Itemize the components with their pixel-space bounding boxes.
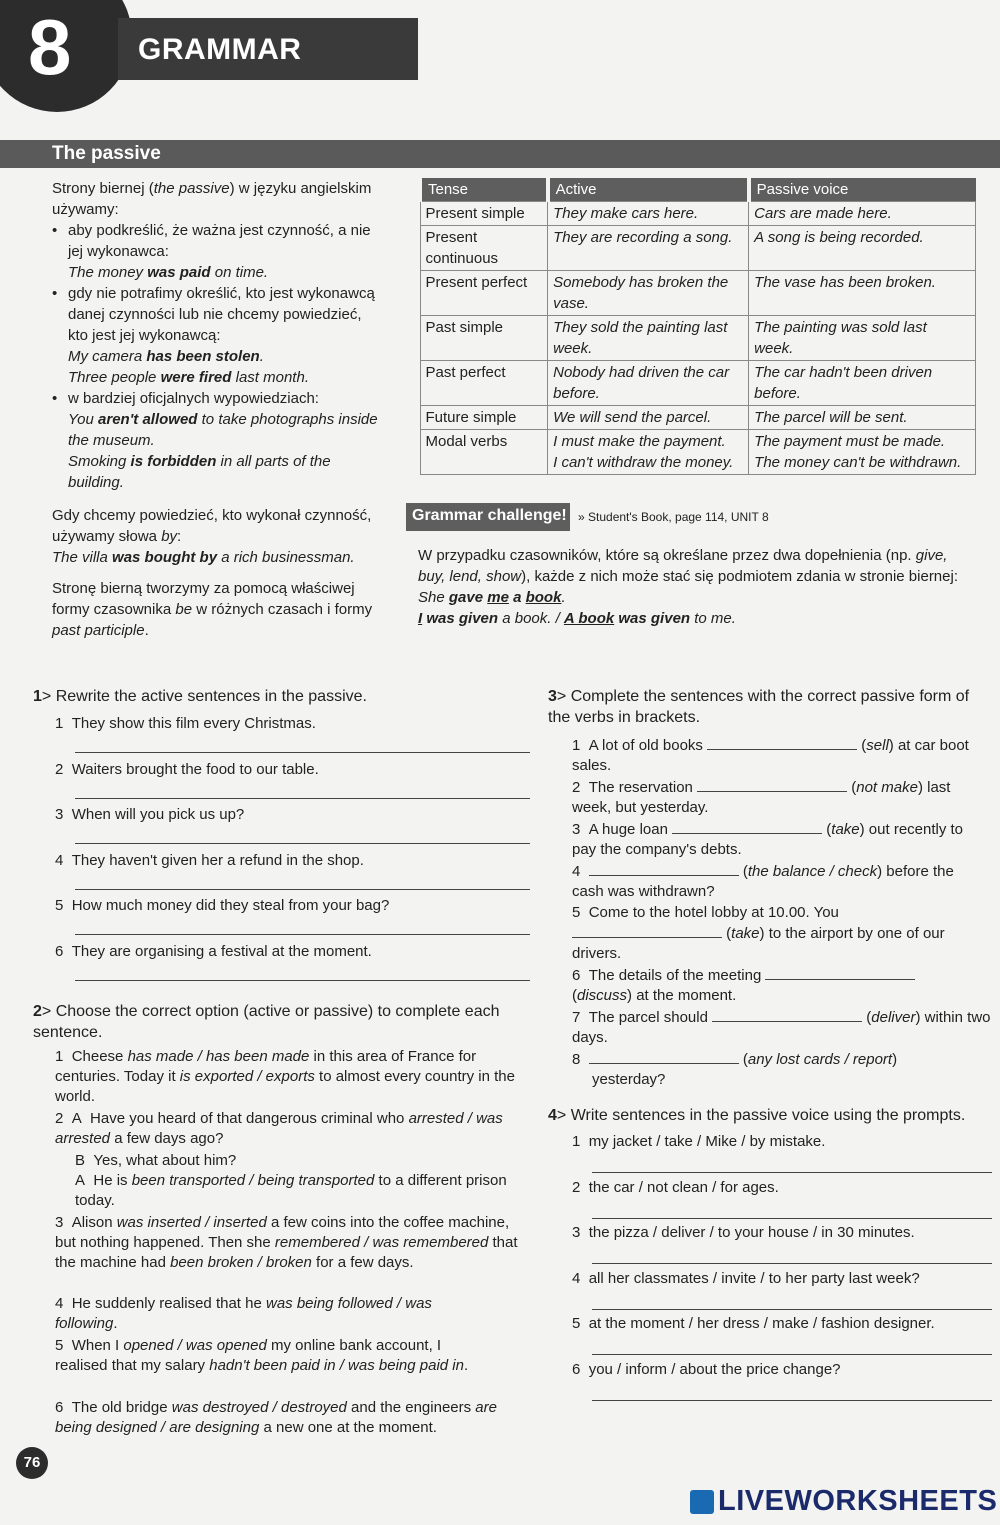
- answer-blank[interactable]: [712, 1007, 862, 1022]
- table-row: Future simple We will send the parcel. The parcel will be sent.: [420, 406, 976, 430]
- exercise-3-item: 2 The reservation (not make) last week, but yesterday.: [572, 779, 951, 816]
- exercise-1-item: 2 Waiters brought the food to our table.: [55, 761, 319, 778]
- answer-line[interactable]: [75, 843, 530, 844]
- answer-blank[interactable]: [589, 861, 739, 876]
- exercise-4-item: 6 you / inform / about the price change?: [572, 1361, 841, 1378]
- exercise-3-item: 8 (any lost cards / report) yesterday?: [572, 1051, 898, 1088]
- exercise-4-item: 1 my jacket / take / Mike / by mistake.: [572, 1133, 826, 1150]
- exercise-3-item: 7 The parcel should (deliver) within two days.: [572, 1009, 991, 1046]
- section-title: GRAMMAR: [138, 33, 302, 66]
- table-row: Present simple They make cars here. Cars are made here.: [420, 202, 976, 226]
- table-row: Present perfect Somebody has broken the vase. The vase has been broken.: [420, 271, 976, 316]
- exercise-4-heading: 4> Write sentences in the passive voice using the prompts.: [548, 1107, 966, 1124]
- exercise-1-item: 5 How much money did they steal from your bag?: [55, 897, 390, 914]
- unit-number: 8: [28, 3, 72, 91]
- table-row: Past perfect Nobody had driven the car before. The car hadn't been driven before.: [420, 361, 976, 406]
- exercise-2-item: 1 Cheese has made / has been made in this area of France for centuries. Today it is exported / exports to almost every country in the world.: [55, 1048, 515, 1105]
- table-row: Modal verbs I must make the payment. I can't withdraw the money. The payment must be made. The money can't be withdrawn.: [420, 430, 976, 475]
- exercise-2-item: 5 When I opened / was opened my online bank account, I realised that my salary hadn't been paid in / was being paid in.: [55, 1337, 469, 1374]
- answer-line[interactable]: [592, 1400, 992, 1401]
- table-header: Passive voice: [749, 178, 976, 202]
- exercise-1-item: 3 When will you pick us up?: [55, 806, 245, 823]
- exercise-3-item: 3 A huge loan (take) out recently to pay the company's debts.: [572, 821, 964, 858]
- tense-table: [418, 178, 976, 475]
- grammar-challenge-label: Grammar challenge!: [412, 507, 567, 524]
- exercise-3-item: 6 The details of the meeting (discuss) at the moment.: [572, 965, 972, 1006]
- passive-title: The passive: [52, 143, 161, 164]
- exercise-2-item: B Yes, what about him?: [75, 1152, 237, 1169]
- table-header: Tense: [420, 178, 548, 202]
- students-book-reference: » Student's Book, page 114, UNIT 8: [578, 510, 769, 524]
- exercise-3-item: 4 (the balance / check) before the cash was withdrawn?: [572, 863, 954, 900]
- answer-line[interactable]: [592, 1172, 992, 1173]
- passive-explanation: Strony biernej (the passive) w języku angielskim używamy: • aby podkreślić, że ważna jest czynność, a nie jej wykonawca: The money was paid on time. • gdy nie potrafimy określić, kto jest wykonawcą danej czynności lub nie chcemy powiedzieć, kto jest jej wykonawcą: My camera has been stolen. Three people were fired last month. • w bardziej oficjalnych wypowiedziach: You aren't allowed to take photographs inside the museum. Smoking is forbidden in all parts of the building. Gdy chcemy powiedzieć, kto wykonał czynność, używamy słowa by: The villa was bought by a rich businessman. Stronę bierną tworzymy za pomocą właściwej formy czasownika be w różnych czasach i formy past participle.: [52, 178, 382, 641]
- exercise-2-item: A He is been transported / being transported to a different prison today.: [75, 1172, 507, 1209]
- answer-line[interactable]: [592, 1354, 992, 1355]
- answer-line[interactable]: [75, 934, 530, 935]
- answer-blank[interactable]: [697, 777, 847, 792]
- exercise-2-item: 6 The old bridge was destroyed / destroyed and the engineers are being designed / are designing a new one at the moment.: [55, 1399, 497, 1436]
- answer-line[interactable]: [592, 1263, 992, 1264]
- exercise-2-item: 2 A Have you heard of that dangerous criminal who arrested / was arrested a few days ago?: [55, 1110, 503, 1147]
- table-row: Present continuous They are recording a song. A song is being recorded.: [420, 226, 976, 271]
- exercise-3-item: 5 Come to the hotel lobby at 10.00. You (take) to the airport by one of our drivers.: [572, 904, 945, 962]
- exercise-4-item: 2 the car / not clean / for ages.: [572, 1179, 779, 1196]
- answer-line[interactable]: [75, 752, 530, 753]
- exercise-1-item: 6 They are organising a festival at the moment.: [55, 943, 372, 960]
- exercise-4-item: 3 the pizza / deliver / to your house / in 30 minutes.: [572, 1224, 915, 1241]
- exercise-2-item: 3 Alison was inserted / inserted a few coins into the coffee machine, but nothing happened. Then she remembered / was remembered that the machine had been broken / broken for a few days.: [55, 1214, 518, 1271]
- answer-line[interactable]: [75, 889, 530, 890]
- table-header: Active: [548, 178, 749, 202]
- exercise-4-item: 4 all her classmates / invite / to her party last week?: [572, 1270, 920, 1287]
- table-row: Past simple They sold the painting last week. The painting was sold last week.: [420, 316, 976, 361]
- answer-blank[interactable]: [589, 1049, 739, 1064]
- exercise-1-item: 4 They haven't given her a refund in the shop.: [55, 852, 364, 869]
- exercise-1-heading: 1> Rewrite the active sentences in the passive.: [33, 688, 367, 705]
- answer-blank[interactable]: [572, 923, 722, 938]
- grammar-challenge-body: W przypadku czasowników, które są określane przez dwa dopełnienia (np. give, buy, lend, show), każde z nich może stać się podmiotem zdania w stronie biernej: She gave me a book. I was given a book. / A book was given to me.: [418, 547, 958, 627]
- exercise-3-heading: 3> Complete the sentences with the correct passive form of the verbs in brackets.: [548, 688, 970, 726]
- answer-line[interactable]: [75, 980, 530, 981]
- liveworksheets-logo[interactable]: LIVEWORKSHEETS: [690, 1485, 997, 1518]
- answer-blank[interactable]: [765, 965, 915, 980]
- exercise-3-item: 1 A lot of old books (sell) at car boot sales.: [572, 737, 969, 774]
- logo-icon: [690, 1490, 714, 1514]
- answer-blank[interactable]: [707, 735, 857, 750]
- exercise-4-item: 5 at the moment / her dress / make / fashion designer.: [572, 1315, 935, 1332]
- exercise-2-item: 4 He suddenly realised that he was being followed / was following.: [55, 1295, 432, 1332]
- exercise-2-heading: 2> Choose the correct option (active or passive) to complete each sentence.: [33, 1003, 500, 1041]
- answer-line[interactable]: [592, 1218, 992, 1219]
- answer-blank[interactable]: [672, 819, 822, 834]
- page-number: 76: [16, 1447, 48, 1479]
- answer-line[interactable]: [75, 798, 530, 799]
- answer-line[interactable]: [592, 1309, 992, 1310]
- exercise-1-item: 1 They show this film every Christmas.: [55, 715, 316, 732]
